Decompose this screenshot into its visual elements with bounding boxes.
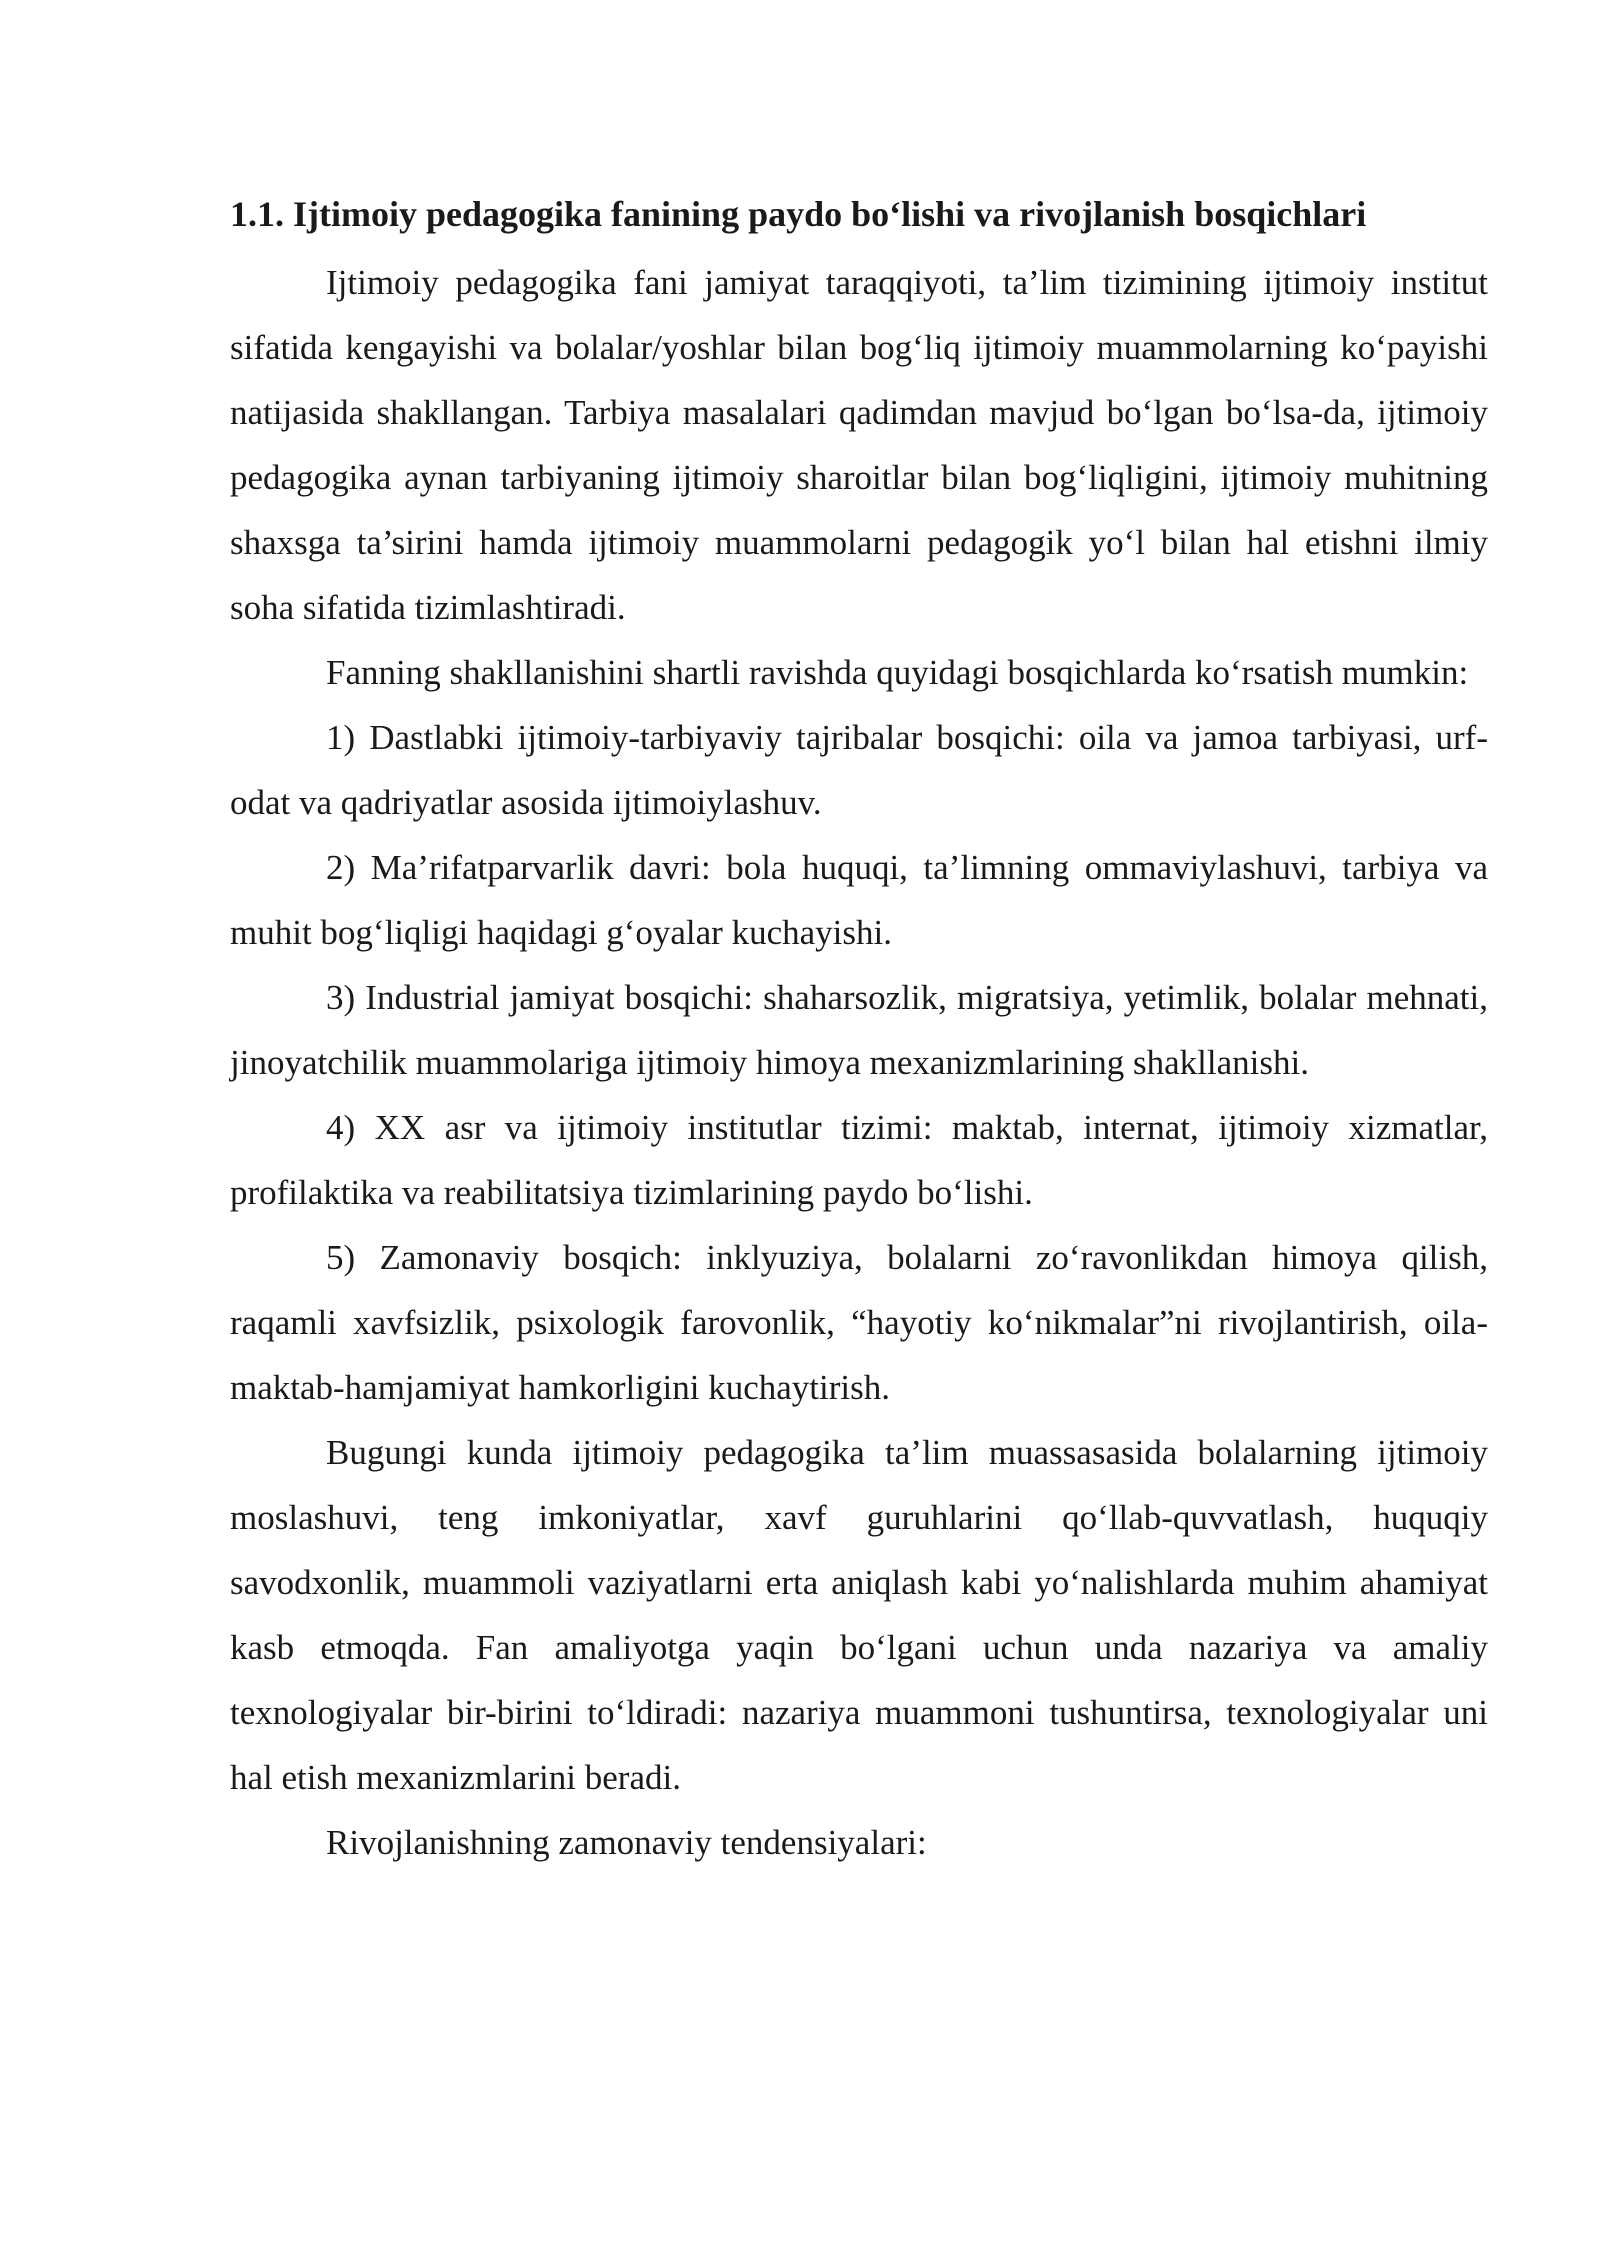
list-item-stage-2: 2) Ma’rifatparvarlik davri: bola huquqi, ta’limning ommaviylashuvi, tarbiya va muhit bog‘liqligi haqidagi g‘oyalar kuchayishi. bbox=[230, 848, 1488, 952]
paragraph-trends-lead: Rivojlanishning zamonaviy tendensiyalari: bbox=[326, 1823, 927, 1862]
list-item-stage-3: 3) Industrial jamiyat bosqichi: shaharsozlik, migratsiya, yetimlik, bolalar mehnati, jinoyatchilik muammolariga ijtimoiy himoya mexanizmlarining shakllanishi. bbox=[230, 978, 1488, 1082]
list-item-stage-5: 5) Zamonaviy bosqich: inklyuziya, bolalarni zo‘ravonlikdan himoya qilish, raqamli xavfsizlik, psixologik farovonlik, “hayotiy ko‘nikmalar”ni rivojlantirish, oila-maktab-hamjamiyat hamkorligini kuchaytirish. bbox=[230, 1238, 1488, 1407]
document-page bbox=[230, 186, 1488, 1875]
list-item-stage-4: 4) XX asr va ijtimoiy institutlar tizimi: maktab, internat, ijtimoiy xizmatlar, profilaktika va reabilitatsiya tizimlarining paydo bo‘lishi. bbox=[230, 1108, 1488, 1212]
list-item-stage-1: 1) Dastlabki ijtimoiy-tarbiyaviy tajribalar bosqichi: oila va jamoa tarbiyasi, urf-odat va qadriyatlar asosida ijtimoiylashuv. bbox=[230, 718, 1488, 822]
paragraph-intro: Ijtimoiy pedagogika fani jamiyat taraqqiyoti, ta’lim tizimining ijtimoiy institut sifatida kengayishi va bolalar/yoshlar bilan bog‘liq ijtimoiy muammolarning ko‘payishi natijasida shakllangan. Tarbiya masalalari qadimdan mavjud bo‘lgan bo‘lsa-da, ijtimoiy pedagogika aynan tarbiyaning ijtimoiy sharoitlar bilan bog‘liqligini, ijtimoiy muhitning shaxsga ta’sirini hamda ijtimoiy muammolarni pedagogik yo‘l bilan hal etishni ilmiy soha sifatida tizimlashtiradi. bbox=[230, 263, 1488, 627]
paragraph-today: Bugungi kunda ijtimoiy pedagogika ta’lim muassasasida bolalarning ijtimoiy moslashuvi, teng imkoniyatlar, xavf guruhlarini qo‘llab-quvvatlash, huquqiy savodxonlik, muammoli vaziyatlarni erta aniqlash kabi yo‘nalishlarda muhim ahamiyat kasb etmoqda. Fan amaliyotga yaqin bo‘lgani uchun unda nazariya va amaliy texnologiyalar bir-birini to‘ldiradi: nazariya muammoni tushuntirsa, texnologiyalar uni hal etish mexanizmlarini beradi. bbox=[230, 1433, 1488, 1797]
paragraph-stages-lead: Fanning shakllanishini shartli ravishda quyidagi bosqichlarda ko‘rsatish mumkin: bbox=[326, 653, 1469, 692]
section-heading: 1.1. Ijtimoiy pedagogika fanining paydo bo‘lishi va rivojlanish bosqichlari bbox=[230, 194, 1367, 234]
